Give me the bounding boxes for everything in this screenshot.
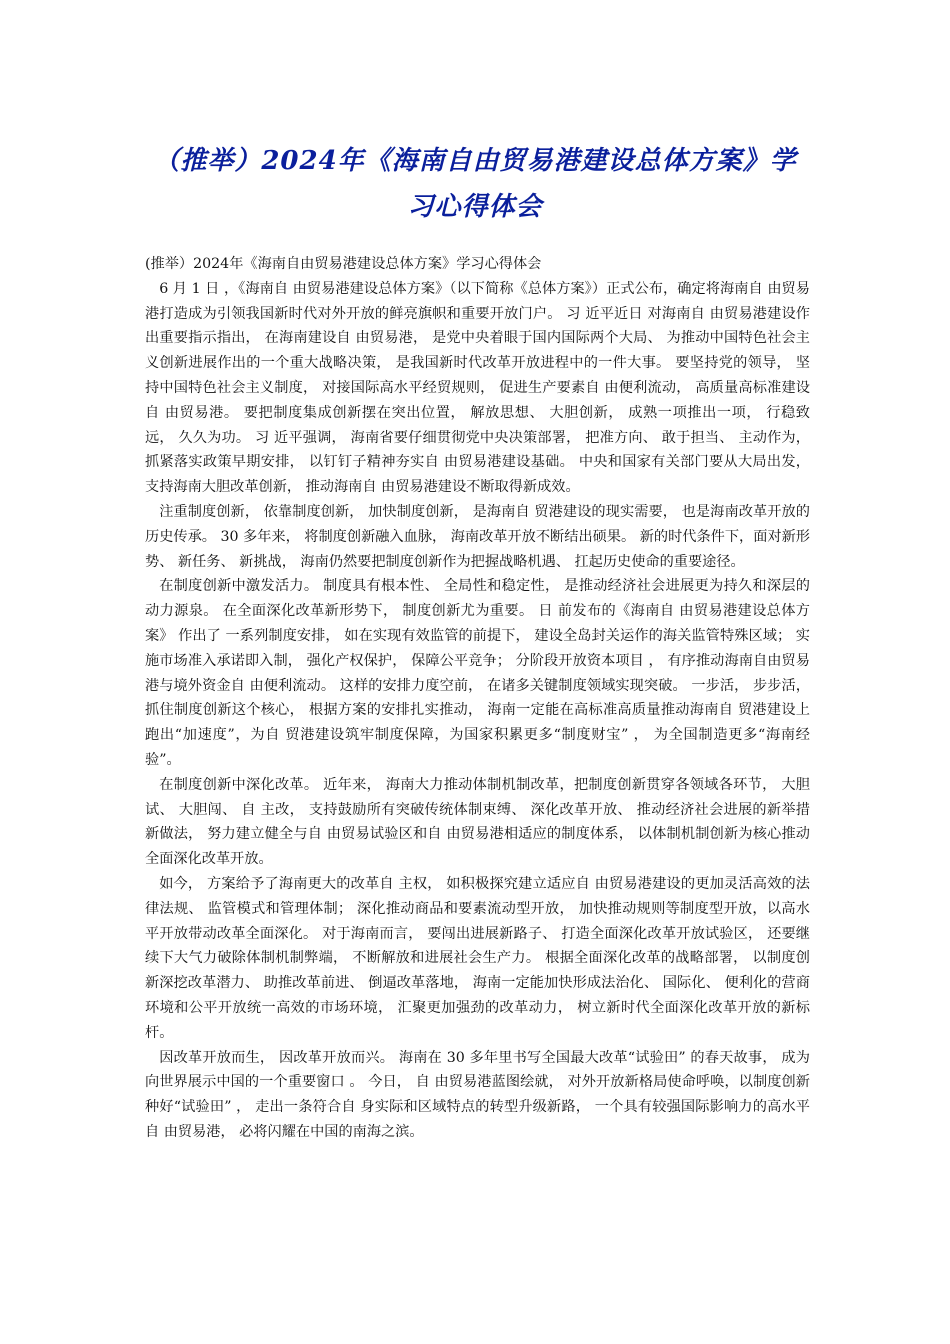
paragraph-6: 因改革开放而生， 因改革开放而兴。 海南在 30 多年里书写全国最大改革“试验田” 的春天故事， 成为向世界展示中国的一个重要窗口 。 今日， 自 由贸易港蓝图绘就， 对外开放新格局使命呼唤，以制度创新种好“试验田” ， 走出一条符合自 身实际和区域特点的转型升级新路， 一个具有较强国际影响力的高水平自 由贸易港， 必将闪耀在中国的南海之滨。 [145, 1049, 810, 1140]
document-title-line-2: 习心得体会 [407, 192, 543, 222]
paragraph-4: 在制度创新中深化改革。 近年来， 海南大力推动体制机制改革，把制度创新贯穿各领域各环节， 大胆试、 大胆闯、 自 主改， 支持鼓励所有突破传统体制束缚、 深化改革开放、 推动经济社会进展的新举措新做法， 努力建立健全与自 由贸易试验区和自 由贸易港相适应的制度体系， 以体制机制创新为核心推动全面深化改革开放。 [145, 776, 810, 868]
document-body [145, 252, 810, 1145]
paragraph-3: 在制度创新中激发活力。 制度具有根本性、 全局性和稳定性， 是推动经济社会进展更为持久和深层的动力源泉。 在全面深化改革新形势下， 制度创新尤为重要。 日 前发布的《海南自 由贸易港建设总体方案》 作出了 一系列制度安排， 如在实现有效监管的前提下， 建设全岛封关运作的海关监管特殊区域； 实施市场准入承诺即入制， 强化产权保护， 保障公平竞争； 分阶段开放资本项目 ， 有序推动海南自由贸易港与境外资金自 由便利流动。 这样的安排力度空前， 在诸多关键制度领域实现突破。 一步活， 步步活， 抓住制度创新这个核心， 根据方案的安排扎实推动， 海南一定能在高标准高质量推动海南自 贸港建设上跑出“加速度”，为自 贸港建设筑牢制度保障，为国家积累更多“制度财宝” ， 为全国制造更多“海南经验”。 [145, 578, 810, 768]
paragraph-2: 注重制度创新， 依靠制度创新， 加快制度创新， 是海南自 贸港建设的现实需要， 也是海南改革开放的历史传承。 30 多年来， 将制度创新融入血脉， 海南改革开放不断结出硕果。 新的时代条件下，面对新形势、 新任务、 新挑战， 海南仍然要把制度创新作为把握战略机遇、 扛起历史使命的重要途径。 [145, 503, 810, 570]
document-subheading: (推举）2024年《海南自由贸易港建设总体方案》学习心得体会 [145, 256, 542, 272]
paragraph-5: 如今， 方案给予了海南更大的改革自 主权， 如积极探究建立适应自 由贸易港建设的更加灵活高效的法律法规、 监管模式和管理体制； 深化推动商品和要素流动型开放， 加快推动规则等制度型开放，以高水平开放带动改革全面深化。 对于海南而言， 要闯出进展新路子、 打造全面深化改革开放试验区， 还要继续下大气力破除体制机制弊端， 不断解放和进展社会生产力。 根据全面深化改革的战略部署， 以制度创新深挖改革潜力、 助推改革前进、 倒逼改革落地， 海南一定能加快形成法治化、 国际化、 便利化的营商环境和公平开放统一高效的市场环境， 汇聚更加强劲的改革动力， 树立新时代全面深化改革开放的新标杆。 [145, 875, 810, 1041]
paragraph-1: 6 月 1 日 ，《海南自 由贸易港建设总体方案》（以下简称《总体方案》）正式公布，确定将海南自 由贸易港打造成为引领我国新时代对外开放的鲜亮旗帜和重要开放门户。 习 近平近日 对海南自 由贸易港建设作出重要指示指出， 在海南建设自 由贸易港， 是党中央着眼于国内国际两个大局、 为推动中国特色社会主义创新进展作出的一个重大战略决策， 是我国新时代改革开放进程中的一件大事。 要坚持党的领导， 坚持中国特色社会主义制度， 对接国际高水平经贸规则， 促进生产要素自 由便利流动， 高质量高标准建设自 由贸易港。 要把制度集成创新摆在突出位置， 解放思想、 大胆创新， 成熟一项推出一项， 行稳致远， 久久为功。 习 近平强调， 海南省要仔细贯彻党中央决策部署， 把准方向、 敢于担当、 主动作为， 抓紧落实政策早期安排， 以钉钉子精神夯实自 由贸易港建设基础。 中央和国家有关部门要从大局出发， 支持海南大胆改革创新， 推动海南自 由贸易港建设不断取得新成效。 [145, 280, 810, 496]
document-title-line-1: （推举）2024年《海南自由贸易港建设总体方案》学 [153, 146, 797, 176]
